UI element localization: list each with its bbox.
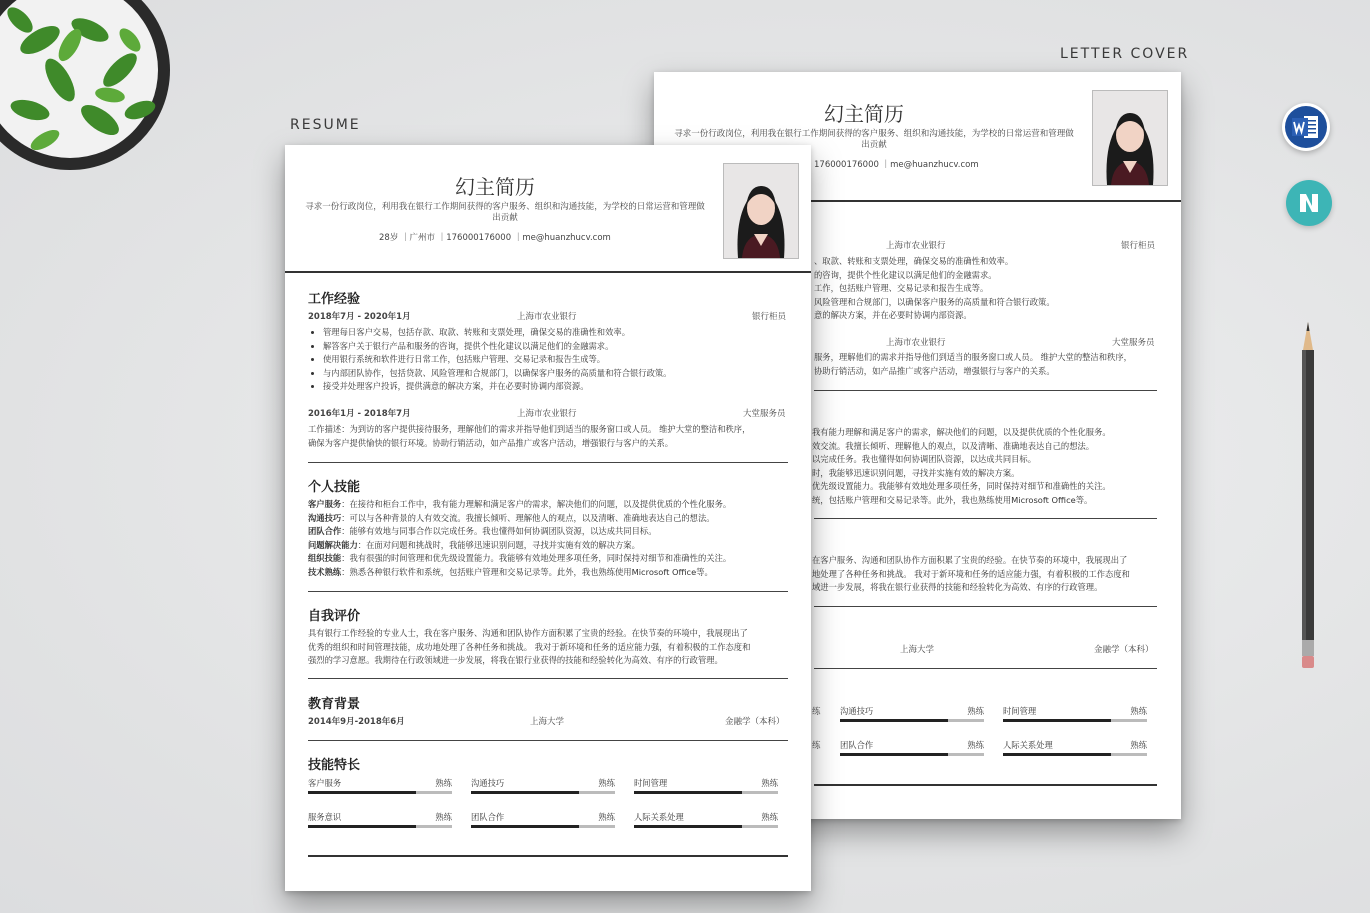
specialty-section-title: 技能特长 [308,758,361,773]
skill-name: 客户服务 [308,778,342,788]
resume-header-divider [285,271,811,273]
skill-bar-fill [471,825,579,828]
resume-portrait [723,163,799,259]
list-item: 组织技能：我有很强的时间管理和优先级设置能力。我能够有效地处理多项任务，同时保持对细节和准确性的关注。 [308,553,732,563]
skill-name: 服务意识 [308,812,342,822]
self-description: 具有银行工作经验的专业人士，我在客户服务、沟通和团队协作方面积累了宝贵的经验。在快节奏的环境中，我展现出了 优秀的组织和时间管理技能，成功地处理了各种任务和挑战。 我对于新环境和任务的适应能力强，有着积极的工作态度和 强烈的学习意愿。我期待在行政领域进一步发展，将我在银行业获得的技能和经验转化为高效、有序的行政管理。 [308,628,751,665]
skill-name: 团队合作 [471,812,505,822]
back-self-lines: 在客户服务、沟通和团队协作方面积累了宝贵的经验。在快节奏的环境中，我展现出了 地处理了各种任务和挑战。 我对于新环境和任务的适应能力强，有着积极的工作态度和 域进一步发展，将我在银行业获得的技能和经验转化为高效、有序的行政管理。 [812,555,1130,592]
skill-name: 团队合作 [840,740,874,750]
job2-role: 大堂服务员 [743,409,786,419]
list-item: • 解答客户关于银行产品和服务的咨询，提供个性化建议以满足他们的金融需求。 [323,340,671,354]
skill-level: 熟练 [967,706,984,716]
skill-bar-track [308,825,452,828]
back-divider-2 [814,518,1157,519]
list-item: • 使用银行系统和软件进行日常工作，包括账户管理、交易记录和报告生成等。 [323,353,671,367]
job2-date: 2016年1月 - 2018年7月 [308,409,411,419]
back-bullets: 、取款、转账和支票处理，确保交易的准确性和效率。 的咨询，提供个性化建议以满足他们的金融需求。 工作，包括账户管理、交易记录和报告生成等。 风险管理和合规部门，以确保客户服务的高质量和符合银行政策。 意的解决方案，并在必要时协调内部资源。 [814,256,1055,320]
skill-bar-track [1003,719,1147,722]
skill-bar-track [471,791,615,794]
specialty-divider [308,855,788,857]
resume-caption: RESUME [290,117,361,133]
work-section-title: 工作经验 [308,292,361,307]
self-divider [308,678,788,679]
skill-bar-item [471,811,615,833]
list-item: 客户服务：在接待和柜台工作中，我有能力理解和满足客户的需求，解决他们的问题，以及提供优质的个性化服务。 [308,499,732,509]
list-item: 技术熟练：熟悉各种银行软件和系统，包括账户管理和交易记录等。此外，我也熟练使用Microsoft Office等。 [308,566,713,577]
letter-cover-caption: LETTER COVER [1060,46,1190,62]
skill-bar-fill [634,791,742,794]
skill-name: 人际关系处理 [634,812,684,822]
back-partial-level-1: 练 [812,707,821,717]
back-degree: 金融学（本科） [1094,645,1154,655]
skill-bar-item [840,705,984,727]
job1-company: 上海市农业银行 [517,312,577,322]
skill-name: 时间管理 [1003,706,1037,716]
skill-bar-fill [1003,753,1111,756]
back-school: 上海大学 [900,645,935,655]
skill-bar-track [840,719,984,722]
back-company-2: 上海市农业银行 [886,338,946,348]
back-divider-1 [814,390,1157,391]
edu-date: 2014年9月-2018年6月 [308,717,405,727]
edu-divider [308,740,788,741]
job2-description: 工作描述：为到访的客户提供接待服务，理解他们的需求并指导他们到适当的服务窗口或人员。 维护大堂的整洁和秩序， 确保为客户提供愉快的银行环境。协助行销活动，如产品推广或客户活动，增强银行与客户的关系。 [308,424,751,448]
pencil-decoration [1296,322,1320,672]
skill-bar-fill [634,825,742,828]
back-desc: 服务，理解他们的需求并指导他们到适当的服务窗口或人员。 维护大堂的整洁和秩序， 协助行销活动，如产品推广或客户活动，增强银行与客户的关系。 [814,352,1132,376]
skill-bar-fill [308,791,416,794]
skill-bar-item [634,777,778,799]
skill-level: 熟练 [1130,706,1147,716]
skill-bar-track [471,825,615,828]
edu-school: 上海大学 [530,717,565,727]
skill-bar-track [308,791,452,794]
list-item: • 管理每日客户交易，包括存款、取款、转账和支票处理，确保交易的准确性和效率。 [323,326,671,340]
resume-info: 28岁 ｜广州市 ｜176000176000 ｜me@huanzhucv.com [379,233,611,243]
skill-name: 人际关系处理 [1003,740,1053,750]
skill-level: 熟练 [1130,740,1147,750]
skill-bar-item [308,811,452,833]
back-divider-3 [814,606,1157,607]
list-item: • 与内部团队协作，包括贷款、风险管理和合规部门，以确保客户服务的高质量和符合银行政策。 [323,367,671,381]
skill-bar-track [634,825,778,828]
back-role-2: 大堂服务员 [1112,338,1155,348]
skill-bar-item [471,777,615,799]
back-title: 幻主简历 [824,102,904,126]
skill-level: 熟练 [435,812,452,822]
skill-bar-item [840,739,984,761]
skill-bar-fill [840,753,948,756]
resume-title: 幻主简历 [455,175,535,199]
skills-divider [308,591,788,592]
work-divider [308,462,788,463]
back-portrait [1092,90,1168,186]
skill-bar-fill [308,825,416,828]
skill-level: 熟练 [761,812,778,822]
wps-icon[interactable] [1286,180,1332,226]
skill-level: 熟练 [435,778,452,788]
edu-degree: 金融学（本科） [725,717,785,727]
skill-bar-item [308,777,452,799]
list-item: • 接受并处理客户投诉，提供满意的解决方案，并在必要时协调内部资源。 [323,380,671,394]
skill-bar-track [1003,753,1147,756]
skill-bar-track [634,791,778,794]
back-skill-lines: 我有能力理解和满足客户的需求，解决他们的问题，以及提供优质的个性化服务。 效交流。我擅长倾听、理解他人的观点，以及清晰、准确地表达自己的想法。 以完成任务。我也懂得如何协调团队资源，以达成共同目标。 时，我能够迅速识别问题，寻找并实施有效的解决方案。 优先级设置能力。我能够有效地处理多项任务，同时保持对细节和准确性的关注。 统，包括账户管理和交易记录等。此外，我也熟练使用Microsoft Office等。 [812,427,1111,505]
self-section-title: 自我评价 [308,609,361,624]
skills-section-title: 个人技能 [308,480,361,495]
edu-section-title: 教育背景 [308,697,361,712]
skill-bar-fill [840,719,948,722]
skill-name: 沟通技巧 [840,706,874,716]
skill-bar-fill [1003,719,1111,722]
skill-name: 时间管理 [634,778,668,788]
plant-pot-decoration [0,0,170,190]
job1-date: 2018年7月 - 2020年1月 [308,312,411,322]
word-icon[interactable] [1282,103,1330,151]
skill-level: 熟练 [761,778,778,788]
skill-level: 熟练 [598,812,615,822]
back-partial-level-2: 练 [812,741,821,751]
job1-role: 银行柜员 [752,312,787,322]
job2-company: 上海市农业银行 [517,409,577,419]
job1-bullets [311,326,671,394]
back-divider-4 [814,668,1157,669]
skill-name: 沟通技巧 [471,778,505,788]
list-item: 团队合作：能够有效地与同事合作以完成任务。我也懂得如何协调团队资源，以达成共同目标。 [308,526,657,536]
skill-bar-fill [471,791,579,794]
skill-bar-item [1003,705,1147,727]
back-info: 176000176000 ｜me@huanzhucv.com [814,160,979,170]
skill-bar-item [1003,739,1147,761]
resume-intro: 寻求一份行政岗位，利用我在银行工作期间获得的客户服务、组织和沟通技能，为学校的日常运营和管理做出贡献 [305,202,705,223]
skill-level: 熟练 [967,740,984,750]
skill-bar-item [634,811,778,833]
list-item: 问题解决能力：在面对问题和挑战时，我能够迅速识别问题，寻找并实施有效的解决方案。 [308,539,640,550]
back-role-1: 银行柜员 [1121,241,1156,251]
skills-list [308,498,731,579]
resume-page [285,145,811,891]
list-item: 沟通技巧：可以与各种背景的人有效交流。我擅长倾听、理解他人的观点，以及清晰、准确地表达自己的想法。 [308,512,715,523]
back-company-1: 上海市农业银行 [886,241,946,251]
skill-bar-track [840,753,984,756]
back-intro: 寻求一份行政岗位，利用我在银行工作期间获得的客户服务、组织和沟通技能，为学校的日常运营和管理做出贡献 [674,129,1074,150]
back-divider-5 [814,784,1157,786]
skill-level: 熟练 [598,778,615,788]
